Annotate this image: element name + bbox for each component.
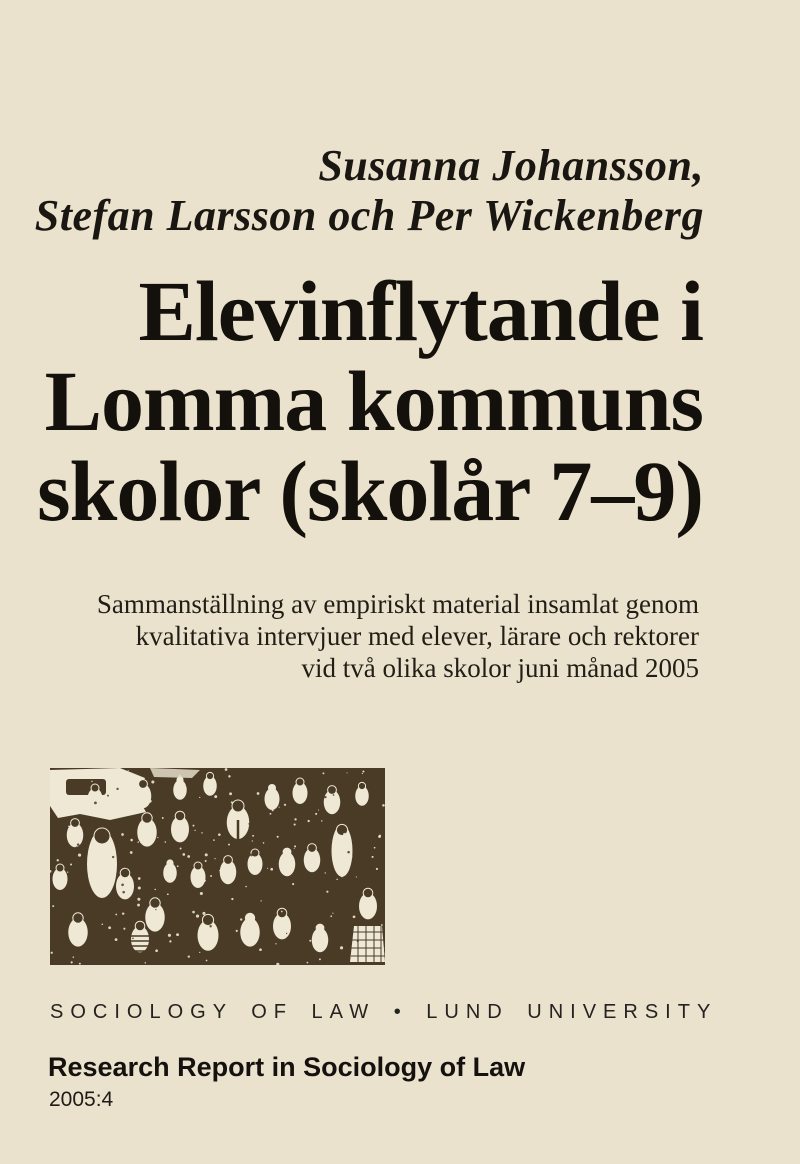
author-line-2: Stefan Larsson och Per Wickenberg [34,191,704,240]
authors-block [35,141,704,241]
report-title [37,263,703,539]
subtitle-line-2: kvalitativa intervjuer med elever, lärare och rektorer [135,621,699,651]
issue-number: 2005:4 [49,1088,114,1111]
title-line-2: Lomma kommuns [44,353,703,449]
author-line-1: Susanna Johansson, [318,141,704,190]
series-title: Research Report in Sociology of Law [48,1052,526,1082]
crowd-photo [50,768,385,965]
subtitle-line-1: Sammanställning av empiriskt material insamlat genom [96,589,699,619]
institution-line: SOCIOLOGY OF LAW • LUND UNIVERSITY [50,1001,718,1023]
subtitle-line-3: vid två olika skolor juni månad 2005 [301,653,699,683]
crowd-photo-image [50,768,385,965]
title-line-1: Elevinflytande i [138,263,703,359]
report-subtitle [97,588,699,684]
title-line-3: skolor (skolår 7–9) [37,443,703,539]
